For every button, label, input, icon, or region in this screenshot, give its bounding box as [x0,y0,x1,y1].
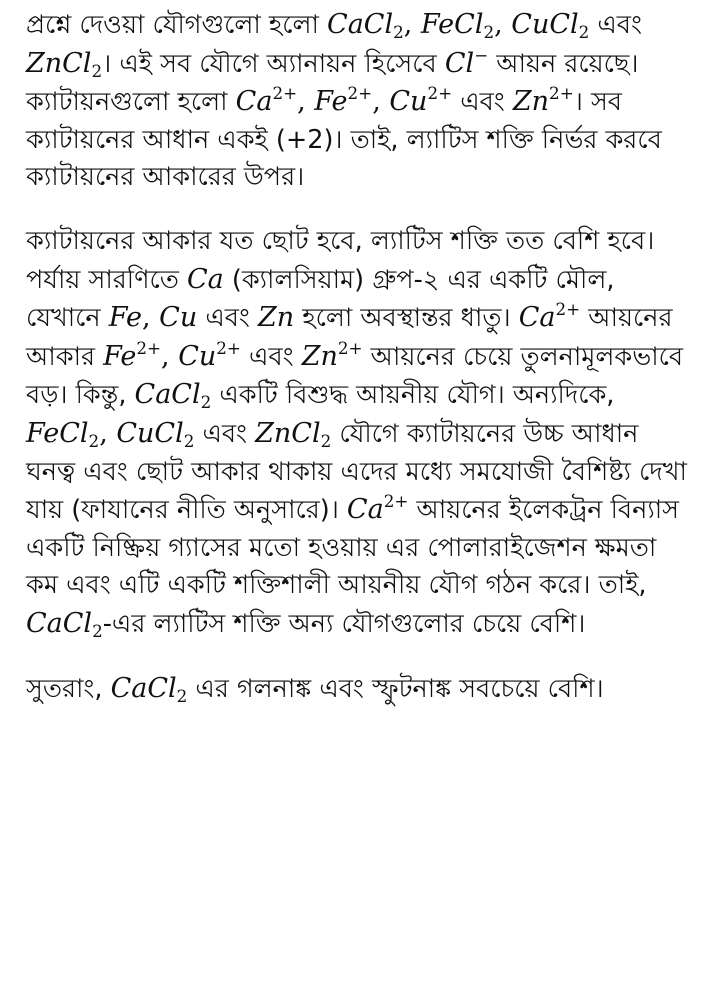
formula-symbol: Zn [258,302,295,334]
text-run: যৌগে ক্যাটায়নের উচ্চ আধান ঘনত্ব এবং ছোট আকার থাকায় এদের মধ্যে সমযোজী বৈশিষ্ট্য দেখা যায় (ফাযানের নীতি অনুসারে)। [26,418,687,526]
formula-symbol: FeCl [26,417,89,449]
superscript: 2+ [427,83,453,104]
formula-symbol: ZnCl [255,417,321,449]
subscript: 2 [92,620,103,641]
formula-symbol: CaCl [327,9,394,40]
formula-symbol: Fe [103,340,137,372]
subscript: 2 [88,430,100,451]
formula-symbol: Zn [301,340,338,372]
math-formula [512,83,574,118]
formula-symbol: CuCl [116,417,184,449]
math-formula [26,608,103,639]
superscript: 2+ [337,337,363,358]
math-formula [301,337,363,372]
text-run: । সব ক্যাটায়নের আধান একই (+2)। তাই, ল্যাটিস শক্তি নির্ভর করবে ক্যাটায়নের আকারের উপর। [26,87,662,193]
formula-symbol: CaCl [110,672,177,704]
text-run: আয়নের ইলেকট্রন বিন্যাস একটি নিষ্ক্রিয় গ্যাসের মতো হওয়ায় এর পোলারাইজেশন ক্ষমতা কম এবং এটি একটি শক্তিশালী আয়নীয় যৌগ গঠন করে। তাই, [26,495,679,601]
formula-symbol: Cu [389,86,428,118]
formula-symbol: Ca [518,302,556,334]
math-formula [327,9,590,43]
subscript: 2 [393,22,404,43]
text-run: আয়ন রয়েছে। ক্যাটায়নগুলো হলো [26,48,639,118]
math-formula [518,299,581,334]
formula-symbol: FeCl [420,9,484,40]
math-formula [235,83,453,118]
text-run: এবং [452,87,513,118]
text-run: (ক্যালসিয়াম) গ্রুপ-২ এর একটি মৌল, যেখানে [26,264,615,334]
formula-symbol: Cu [159,302,198,334]
superscript: 2+ [272,83,298,104]
text-run: সুতরাং, [26,673,111,704]
separator: , [99,417,117,449]
formula-symbol: Ca [346,494,384,526]
text-run: আয়নের চেয়ে তুলনামূলকভাবে বড়। কিন্তু, [26,341,684,411]
separator: , [142,302,160,334]
separator: , [494,9,512,40]
math-formula [109,302,197,333]
subscript: 2 [91,60,103,81]
formula-symbol: Zn [512,86,550,118]
subscript: 2 [176,685,188,706]
paragraph-cation-size-explanation [26,223,688,644]
math-formula [111,673,188,704]
math-formula [255,418,331,449]
math-formula [258,302,294,333]
formula-symbol: CaCl [26,607,93,639]
text-run: এবং [194,418,256,449]
text-run: ক্যাটায়নের আকার যত ছোট হবে, ল্যাটিস শক্তি তত বেশি হবে। পর্যায় সারণিতে [26,225,655,295]
subscript: 2 [183,430,195,451]
math-formula [346,491,409,526]
superscript: 2+ [216,337,241,358]
text-run: একটি বিশুদ্ধ আয়নীয় যৌগ। অন্যদিকে, [211,380,615,411]
separator: , [161,340,179,372]
superscript: 2+ [347,83,373,104]
text-run: হলো অবস্থান্তর ধাতু। [294,303,519,334]
formula-symbol: CaCl [134,379,201,411]
math-formula [187,264,224,295]
separator: , [372,86,390,118]
paragraph-compounds-and-ions [26,6,688,197]
superscript: 2+ [555,299,581,320]
subscript: 2 [200,392,212,413]
formula-symbol: Ca [187,263,224,295]
text-run: এবং [240,341,302,372]
superscript: 2+ [549,83,574,104]
math-formula [26,48,102,79]
text-run: -এর ল্যাটিস শক্তি অন্য যৌগগুলোর চেয়ে বেশি। [102,608,586,639]
text-run: এবং [197,303,259,334]
formula-symbol: ZnCl [26,47,92,79]
subscript: 2 [483,22,495,43]
text-run: । এই সব যৌগে অ্যানায়ন হিসেবে [102,48,445,79]
text-run: আয়নের আকার [26,303,673,372]
math-formula [103,337,241,372]
text-run: এবং [589,10,642,40]
formula-symbol: Cu [178,340,217,372]
math-formula [134,379,212,413]
subscript: 2 [320,430,332,451]
paragraph-conclusion [26,670,688,709]
separator: , [403,9,421,40]
formula-symbol: Fe [314,86,348,118]
subscript: 2 [578,22,590,43]
separator: , [297,86,315,118]
formula-symbol: Cl [444,47,475,79]
text-run: এর গলনাঙ্ক এবং স্ফুটনাঙ্ক সবচেয়ে বেশি। [187,673,604,704]
formula-symbol: Ca [235,86,273,118]
formula-symbol: CuCl [511,9,579,40]
text-run: প্রশ্নে দেওয়া যৌগগুলো হলো [26,10,328,40]
superscript: 2+ [136,337,162,358]
math-formula [26,418,194,449]
superscript: 2+ [383,491,409,512]
math-formula [444,44,489,79]
superscript: − [474,44,489,65]
formula-symbol: Fe [108,302,142,334]
